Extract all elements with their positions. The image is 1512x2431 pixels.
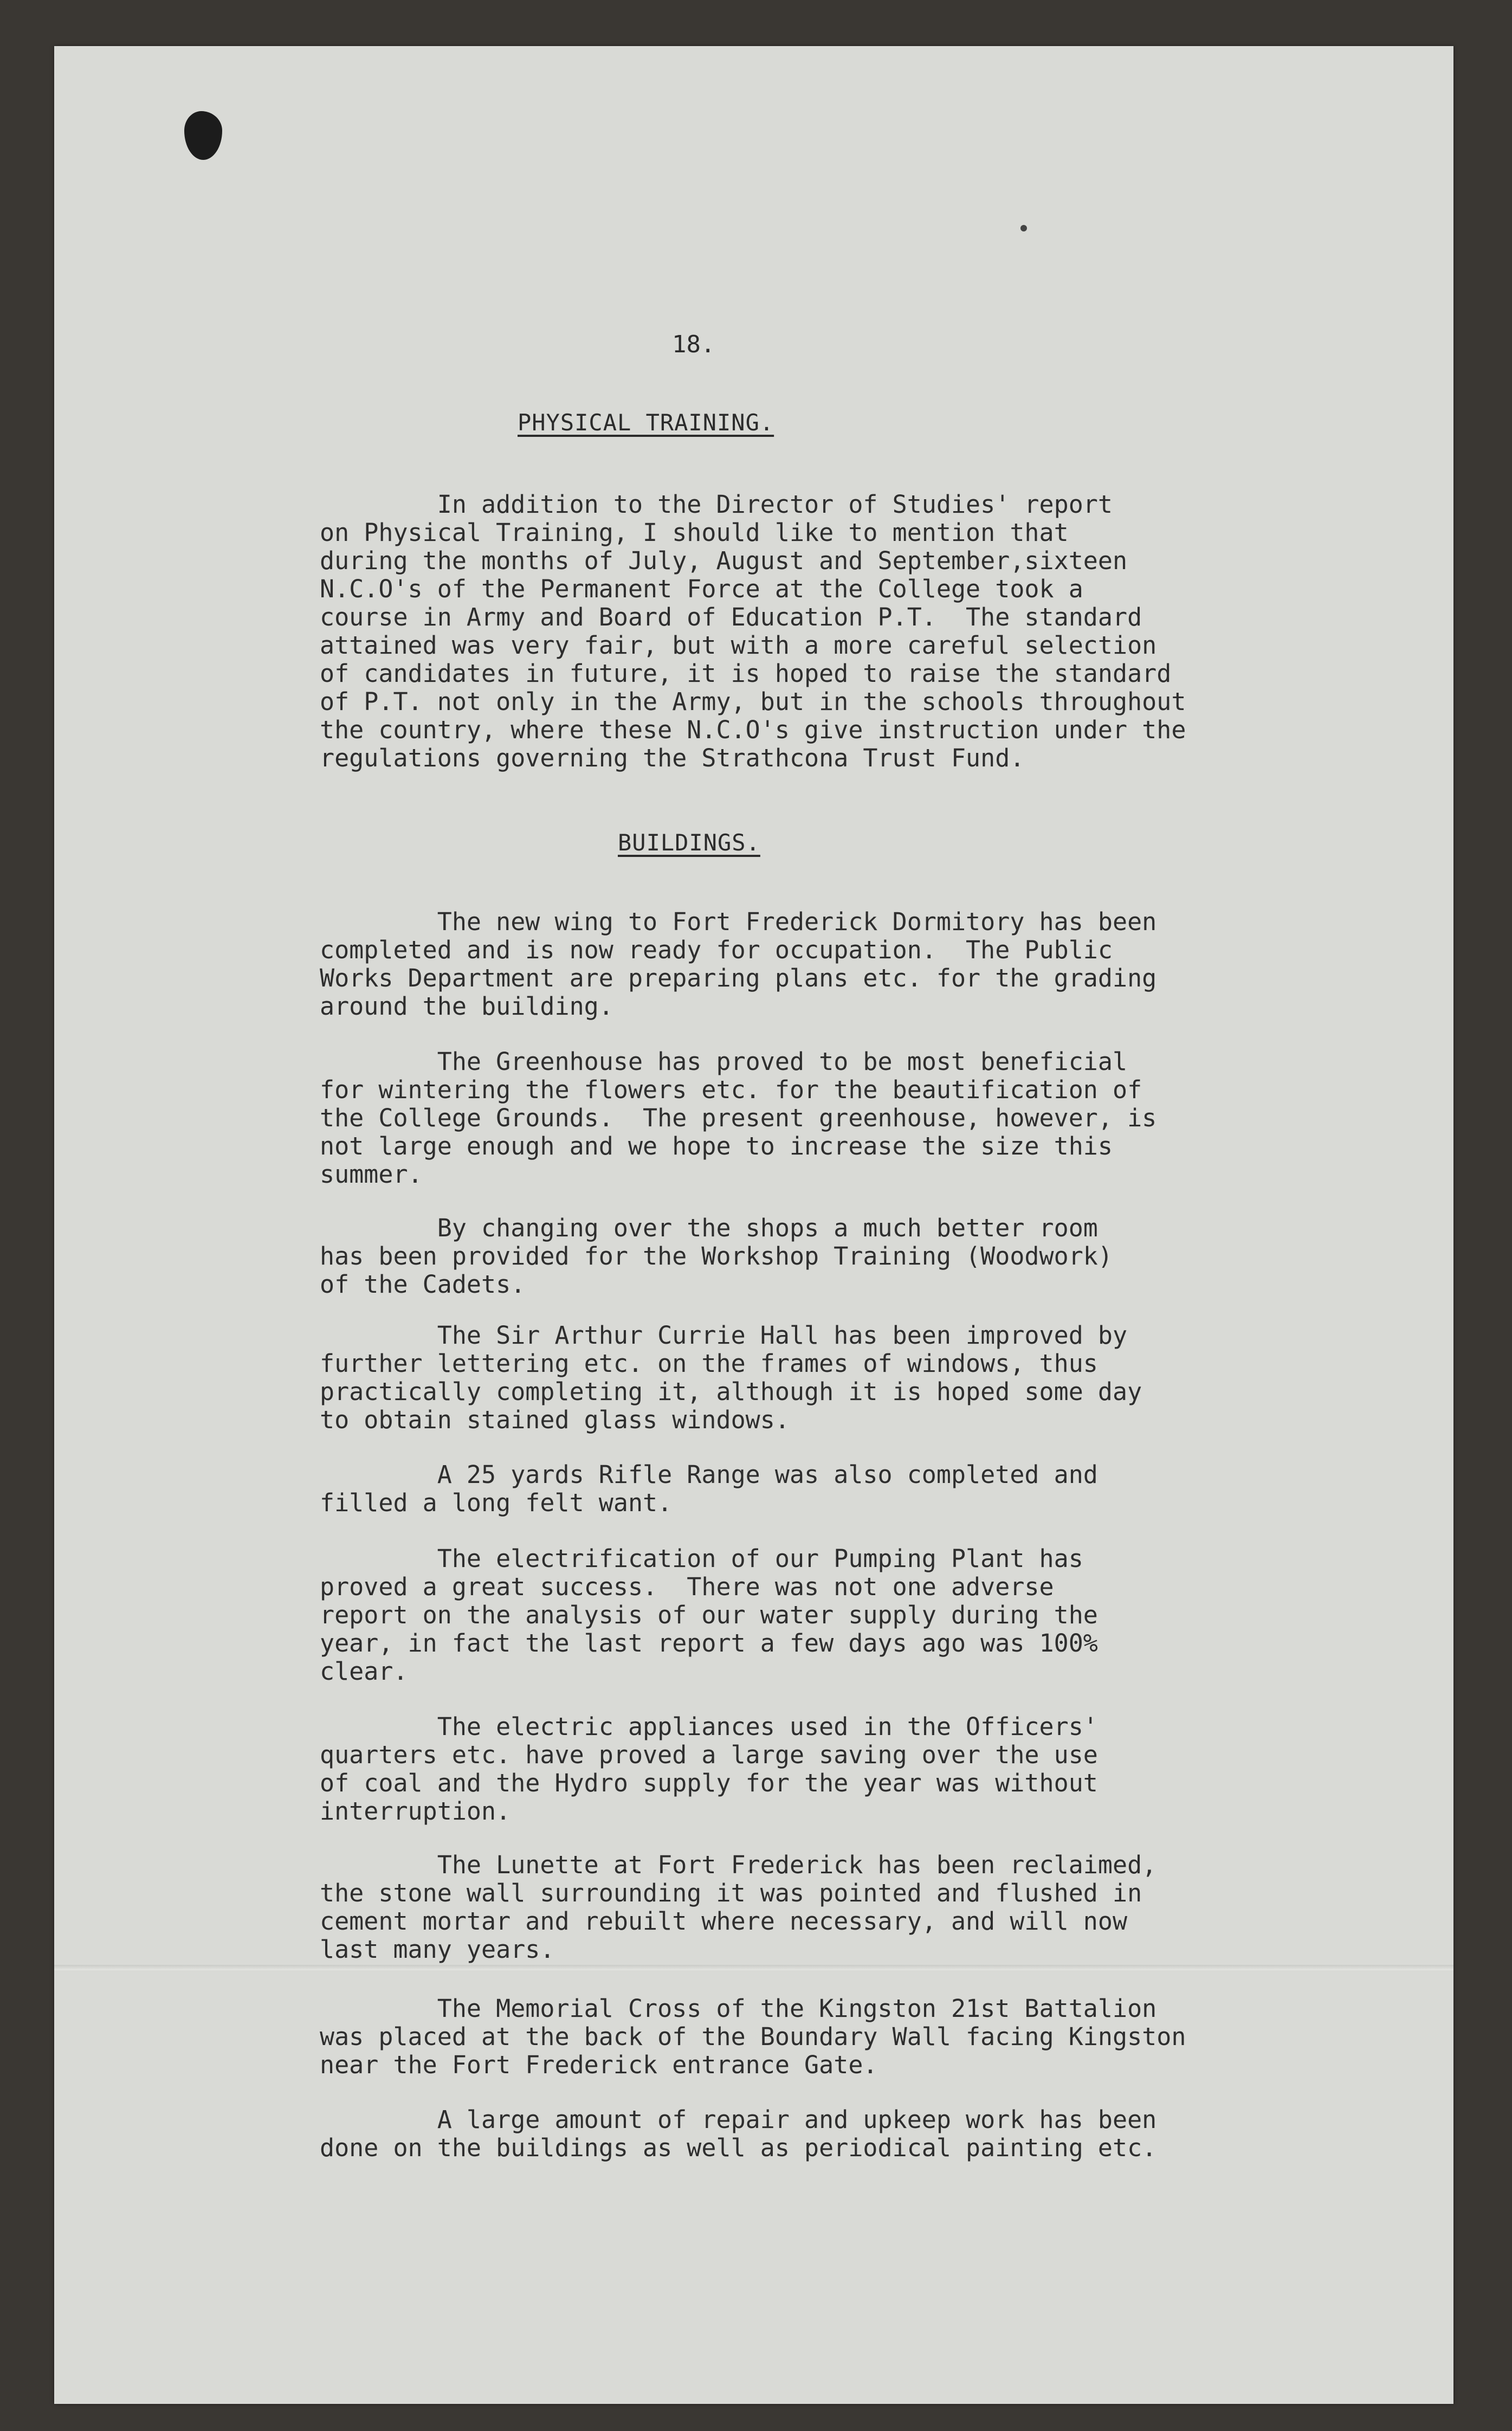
paragraph: In addition to the Director of Studies' report on Physical Training, I should like to mention that during the months of July, August and September,sixteen N.C.O's of the Permanent Force at the College took a course in Army and Board of Education P.T. The standard attained was very fair, but with a more careful selection of candidates in future, it is hoped to raise the standard of P.T. not only in the Army, but in the schools throughout the country, where these N.C.O's give instruction under the regulations governing the Strathcona Trust Fund. bbox=[320, 490, 1186, 772]
paragraph: The Memorial Cross of the Kingston 21st Battalion was placed at the back of the Boundary Wall facing Kingston near the Fort Frederick entrance Gate. bbox=[320, 1994, 1186, 2079]
paragraph: The electric appliances used in the Officers' quarters etc. have proved a large saving over the use of coal and the Hydro supply for the year was without interruption. bbox=[320, 1712, 1098, 1826]
paragraph: The Sir Arthur Currie Hall has been improved by further lettering etc. on the frames of windows, thus practically completing it, although it is hoped some day to obtain stained glass windows. bbox=[320, 1321, 1142, 1434]
paragraph: The electrification of our Pumping Plant has proved a great success. There was not one adverse report on the analysis of our water supply during the year, in fact the last report a few days ago was 100% clear. bbox=[320, 1544, 1098, 1686]
section-heading-buildings: BUILDINGS. bbox=[618, 829, 760, 856]
document-page bbox=[54, 46, 1453, 2404]
section-heading-physical-training: PHYSICAL TRAINING. bbox=[518, 409, 774, 436]
paragraph: The Greenhouse has proved to be most beneficial for wintering the flowers etc. for the beautification of the College Grounds. The present greenhouse, however, is not large enough and we hope to increase the size this summer. bbox=[320, 1047, 1157, 1189]
paragraph: The Lunette at Fort Frederick has been reclaimed, the stone wall surrounding it was pointed and flushed in cement mortar and rebuilt where necessary, and will now last many years. bbox=[320, 1850, 1157, 1964]
ink-blot bbox=[184, 111, 222, 160]
ink-dot bbox=[1020, 225, 1027, 231]
paragraph: A large amount of repair and upkeep work has been done on the buildings as well as periodical painting etc. bbox=[320, 2105, 1157, 2162]
page-number: 18. bbox=[672, 331, 715, 358]
paragraph: The new wing to Fort Frederick Dormitory has been completed and is now ready for occupation. The Public Works Department are preparing plans etc. for the grading around the building. bbox=[320, 907, 1157, 1021]
paragraph: A 25 yards Rifle Range was also completed and filled a long felt want. bbox=[320, 1460, 1098, 1517]
paper-fold-line bbox=[54, 1965, 1453, 1970]
paragraph: By changing over the shops a much better room has been provided for the Workshop Training (Woodwork) of the Cadets. bbox=[320, 1214, 1113, 1299]
